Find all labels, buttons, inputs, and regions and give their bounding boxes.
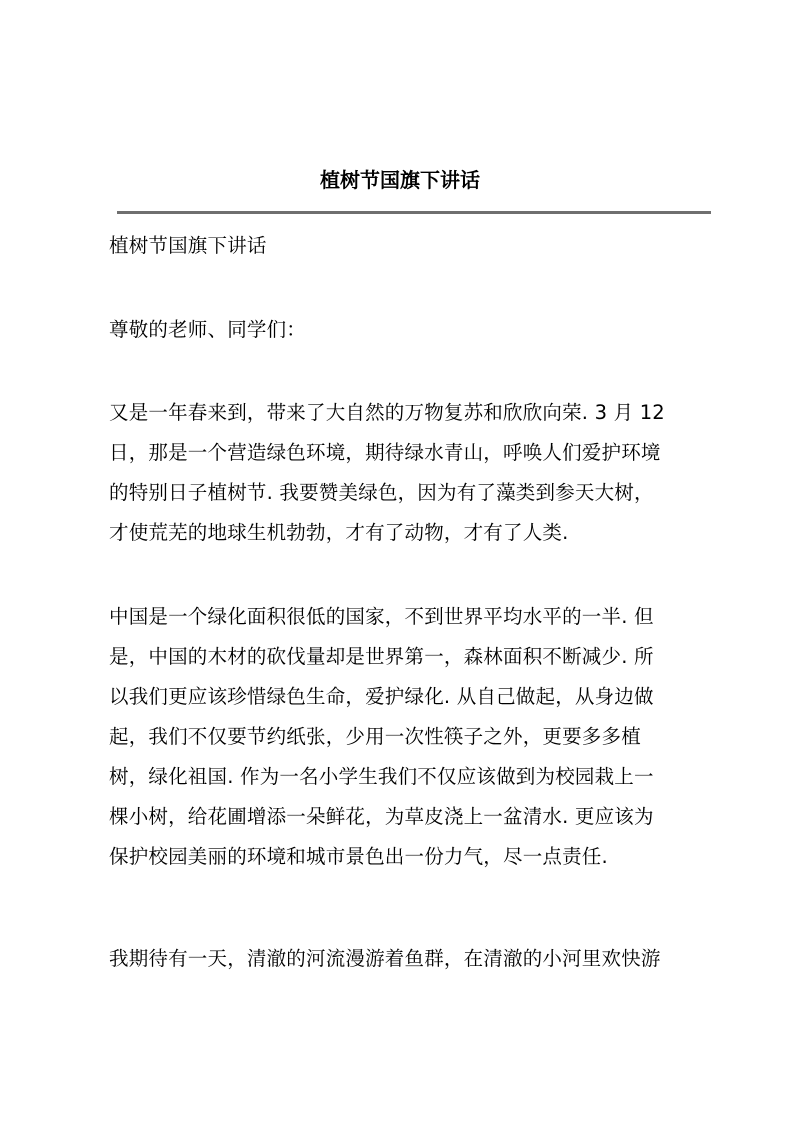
paragraph-line: 中国是一个绿化面积很低的国家，不到世界平均水平的一半. 但 (109, 605, 654, 628)
paragraph-line: 是，中国的木材的砍伐量却是世界第一，森林面积不断减少. 所 (109, 645, 654, 668)
paragraph-line: 的特别日子植树节. 我要赞美绿色，因为有了藻类到参天大树， (109, 481, 654, 504)
paragraph-line: 日，那是一个营造绿色环境，期待绿水青山，呼唤人们爱护环境 (109, 441, 661, 464)
title-underline-divider (117, 211, 711, 214)
paragraph-line: 棵小树，给花圃增添一朵鲜花，为草皮浇上一盆清水. 更应该为 (109, 805, 654, 828)
speech-subtitle: 植树节国旗下讲话 (109, 234, 267, 257)
paragraph-line: 才使荒芜的地球生机勃勃，才有了动物，才有了人类. (109, 521, 569, 544)
paragraph-line: 保护校园美丽的环境和城市景色出一份力气，尽一点责任. (109, 845, 608, 868)
paragraph-1 (109, 393, 709, 553)
paragraph-2 (109, 597, 709, 877)
document-title: 植树节国旗下讲话 (320, 168, 480, 192)
paragraph-line: 树，绿化祖国. 作为一名小学生我们不仅应该做到为校园栽上一 (109, 765, 654, 788)
speech-greeting: 尊敬的老师、同学们： (109, 318, 307, 341)
paragraph-line: 又是一年春来到，带来了大自然的万物复苏和欣欣向荣. 3 月 12 (109, 401, 665, 424)
paragraph-line: 我期待有一天，清澈的河流漫游着鱼群，在清澈的小河里欢快游 (109, 947, 661, 970)
paragraph-3 (109, 939, 709, 979)
paragraph-line: 以我们更应该珍惜绿色生命，爱护绿化. 从自己做起，从身边做 (109, 685, 654, 708)
paragraph-line: 起，我们不仅要节约纸张，少用一次性筷子之外，更要多多植 (109, 725, 641, 748)
